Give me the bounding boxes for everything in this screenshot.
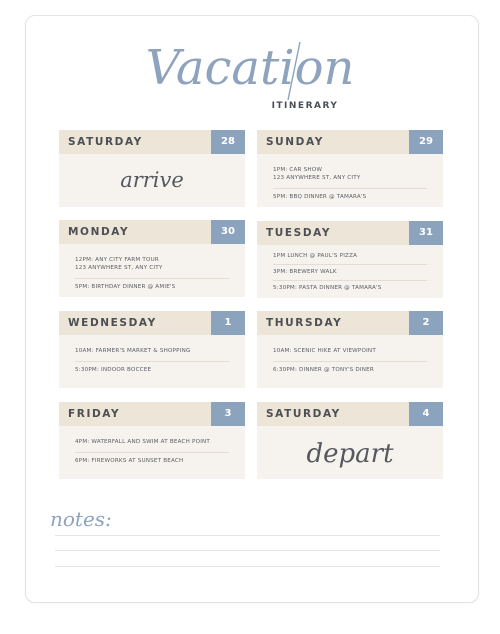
event-list [257, 154, 443, 207]
itinerary-subtitle: ITINERARY [271, 101, 339, 111]
day-number-badge: 4 [409, 402, 443, 426]
svg-text:arrive: arrive [120, 168, 184, 192]
event-item: 4PM: WATERFALL AND SWIM AT BEACH POINT [75, 434, 229, 453]
day-card-sunday-29 [257, 130, 443, 207]
day-number-badge: 30 [211, 220, 245, 244]
day-header [257, 130, 443, 154]
day-header [257, 311, 443, 335]
day-name: SUNDAY [266, 136, 324, 148]
event-item: 3PM: BREWERY WALK [273, 265, 427, 281]
day-number-badge: 2 [409, 311, 443, 335]
day-number-badge: 3 [211, 402, 245, 426]
event-item: 10AM: SCENIC HIKE AT VIEWPOINT [273, 343, 427, 362]
day-header [59, 220, 245, 244]
day-name: MONDAY [68, 226, 130, 238]
event-item: 12PM: ANY CITY FARM TOUR 123 ANYWHERE ST, ANY CITY [75, 252, 229, 279]
notes-line[interactable] [55, 535, 440, 536]
svg-text:depart: depart [306, 439, 394, 469]
event-list [59, 426, 245, 471]
day-name: FRIDAY [68, 408, 121, 420]
event-item: 6:30PM: DINNER @ TONY'S DINER [273, 367, 374, 373]
day-header [59, 311, 245, 335]
event-list [257, 335, 443, 380]
event-item: 1PM: CAR SHOW 123 ANYWHERE ST, ANY CITY [273, 162, 427, 189]
day-card-wednesday-1 [59, 311, 245, 388]
event-item: 5PM: BIRTHDAY DINNER @ AMIE'S [75, 284, 176, 290]
day-number-badge: 31 [409, 221, 443, 245]
day-card-saturday-28 [59, 130, 245, 207]
event-item: 5PM: BBQ DINNER @ TAMARA'S [273, 194, 367, 200]
day-number-badge: 28 [211, 130, 245, 154]
day-header [257, 221, 443, 245]
day-card-monday-30 [59, 220, 245, 297]
notes-label [48, 500, 128, 536]
notes-line[interactable] [55, 550, 440, 551]
day-card-friday-3 [59, 402, 245, 479]
event-item: 6PM: FIREWORKS AT SUNSET BEACH [75, 458, 184, 464]
day-name: SATURDAY [68, 136, 143, 148]
day-card-saturday-4 [257, 402, 443, 479]
day-name: THURSDAY [266, 317, 343, 329]
day-card-tuesday-31 [257, 221, 443, 298]
day-name: TUESDAY [266, 227, 332, 239]
day-card-thursday-2 [257, 311, 443, 388]
day-name: SATURDAY [266, 408, 341, 420]
arrive-script [59, 160, 245, 200]
svg-text:notes:: notes: [50, 507, 112, 531]
notes-line[interactable] [55, 566, 440, 567]
vacation-title [110, 42, 390, 102]
event-item: 5:30PM: PASTA DINNER @ TAMARA'S [273, 285, 382, 291]
day-name: WEDNESDAY [68, 317, 157, 329]
depart-script [257, 428, 443, 476]
day-number-badge: 1 [211, 311, 245, 335]
svg-text:Vacation: Vacation [145, 42, 355, 96]
day-header [59, 130, 245, 154]
event-item: 1PM LUNCH @ PAUL'S PIZZA [273, 249, 427, 265]
event-list [59, 244, 245, 297]
event-item: 5:30PM: INDOOR BOCCEE [75, 367, 152, 373]
day-header [59, 402, 245, 426]
event-list [257, 245, 443, 296]
day-header [257, 402, 443, 426]
event-list [59, 335, 245, 380]
event-item: 10AM: FARMER'S MARKET & SHOPPING [75, 343, 229, 362]
day-number-badge: 29 [409, 130, 443, 154]
